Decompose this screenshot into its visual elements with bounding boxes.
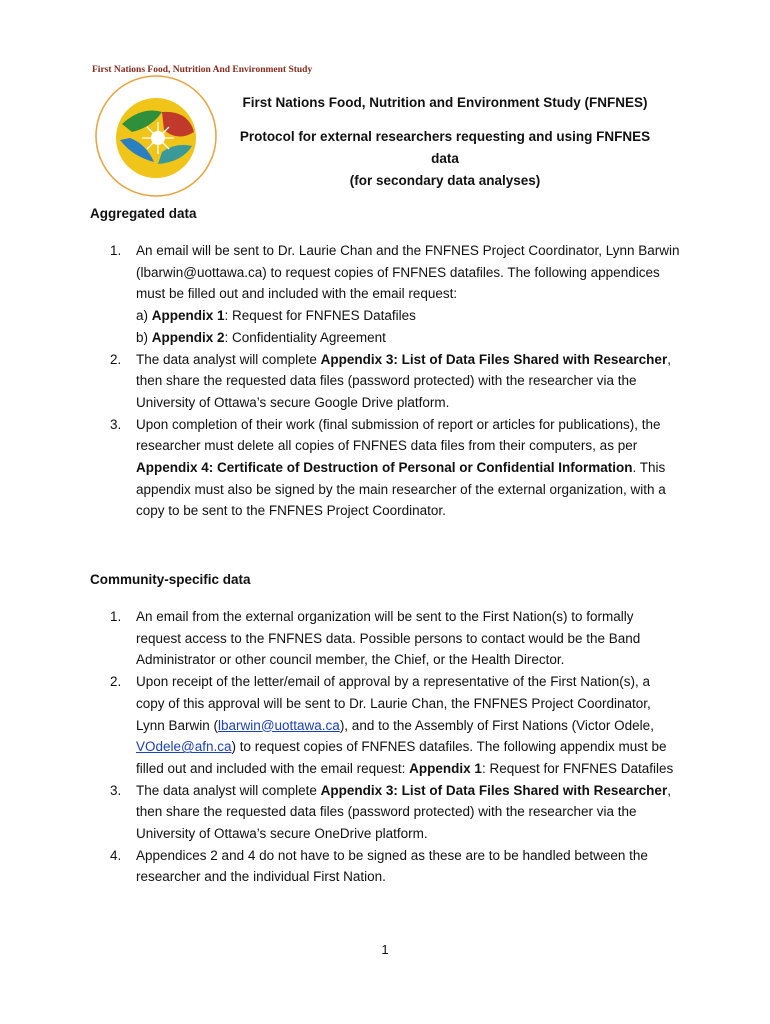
appendix-ref: Appendix 1	[151, 308, 225, 324]
list-item	[110, 240, 680, 349]
page-number: 1	[381, 942, 389, 957]
item-text: Appendices 2 and 4 do not have to be signed as these are to be handled between the researcher and the individual First Nation.	[136, 847, 648, 885]
item-number: 4.	[110, 847, 122, 863]
item-text: :	[393, 351, 402, 367]
item-text: ), and to the Assembly of First Nations (Victor Odele,	[339, 717, 654, 733]
item-text: Upon receipt of the letter/email of approval by a representative of the First Nation(s), a copy of this approval will be sent to Dr. Laurie Chan, the FNFNES Project Coordinator, Lynn Barwin (	[136, 674, 651, 733]
email-link-lbarwin[interactable]: lbarwin@uottawa.ca	[218, 717, 340, 733]
fnfnes-logo	[92, 65, 313, 200]
item-text: An email from the external organization will be sent to the First Nation(s) to formally request access to the FNFNES data. Possible persons to contact would be the Band Administrator or other council member, the Chief, or the Health Director.	[136, 609, 641, 668]
sub-item-letter: a)	[136, 308, 152, 324]
list-item	[110, 845, 680, 888]
item-text: Upon completion of their work (final submission of report or articles for publications), the researcher must delete all copies of FNFNES data files from their computers, as per	[136, 416, 661, 454]
appendix-ref: Appendix 2	[151, 329, 225, 345]
sub-item-text: : Confidentiality Agreement	[224, 329, 386, 345]
item-number: 2.	[110, 674, 122, 690]
aggregated-data-list	[110, 240, 680, 522]
item-number: 1.	[110, 609, 122, 624]
appendix-title: Appendix 4: Certificate of Destruction of Personal or Confidential Information	[136, 460, 633, 476]
aggregated-data-heading: Aggregated data	[90, 206, 197, 221]
item-text: An email will be sent to Dr. Laurie Chan and the FNFNES Project Coordinator, Lynn Barwin (lbarwin@uottawa.ca) to request copies of FNFNES datafiles. The following appendices must be filled out and included with the email request:	[136, 243, 680, 302]
appendix-ref: Appendix 1	[409, 760, 482, 776]
document-subtitle-line1: Protocol for external researchers requesting and using FNFNES data	[239, 129, 651, 166]
document-title: First Nations Food, Nutrition and Environment Study (FNFNES)	[242, 95, 648, 110]
document-subtitle-line2: (for secondary data analyses)	[349, 173, 541, 188]
item-number: 3.	[110, 782, 122, 798]
item-text: ) to request copies of FNFNES datafiles. The following appendix must be filled out and included with the email request:	[136, 739, 667, 776]
item-text: The data analyst will complete	[136, 351, 321, 367]
item-number: 1.	[110, 243, 122, 258]
item-text: : Request for FNFNES Datafiles	[481, 760, 674, 776]
sub-item-text: : Request for FNFNES Datafiles	[224, 308, 416, 324]
list-item	[110, 414, 680, 523]
email-link-vodele[interactable]: VOdele@afn.ca	[136, 739, 232, 755]
item-text: The data analyst will complete	[136, 782, 321, 798]
list-item	[110, 606, 680, 671]
item-text: :	[393, 782, 402, 798]
community-data-list	[110, 606, 680, 888]
appendix-title: List of Data Files Shared with Researcher	[401, 782, 668, 798]
item-number: 3.	[110, 416, 122, 432]
list-item	[110, 349, 680, 414]
sub-item-letter: b)	[136, 329, 152, 345]
list-item	[110, 780, 680, 845]
logo-ring-text: First Nations Food, Nutrition And Environment Study	[92, 65, 313, 75]
appendix-ref: Appendix 3	[320, 351, 394, 367]
item-text: . This appendix must also be signed by the main researcher of the external organization, with a copy to be sent to the FNFNES Project Coordinator.	[136, 460, 666, 519]
list-item	[110, 671, 680, 780]
appendix-title: List of Data Files Shared with Researcher	[401, 351, 668, 367]
item-text: , then share the requested data files (password protected) with the researcher via the University of Ottawa’s secure OneDrive platform.	[136, 782, 671, 842]
item-text: , then share the requested data files (password protected) with the researcher via the University of Ottawa’s secure Google Drive platform.	[136, 351, 671, 410]
appendix-ref: Appendix 3	[320, 782, 394, 798]
community-data-heading: Community-specific data	[90, 572, 251, 587]
item-number: 2.	[110, 351, 122, 367]
document-header	[230, 92, 660, 192]
